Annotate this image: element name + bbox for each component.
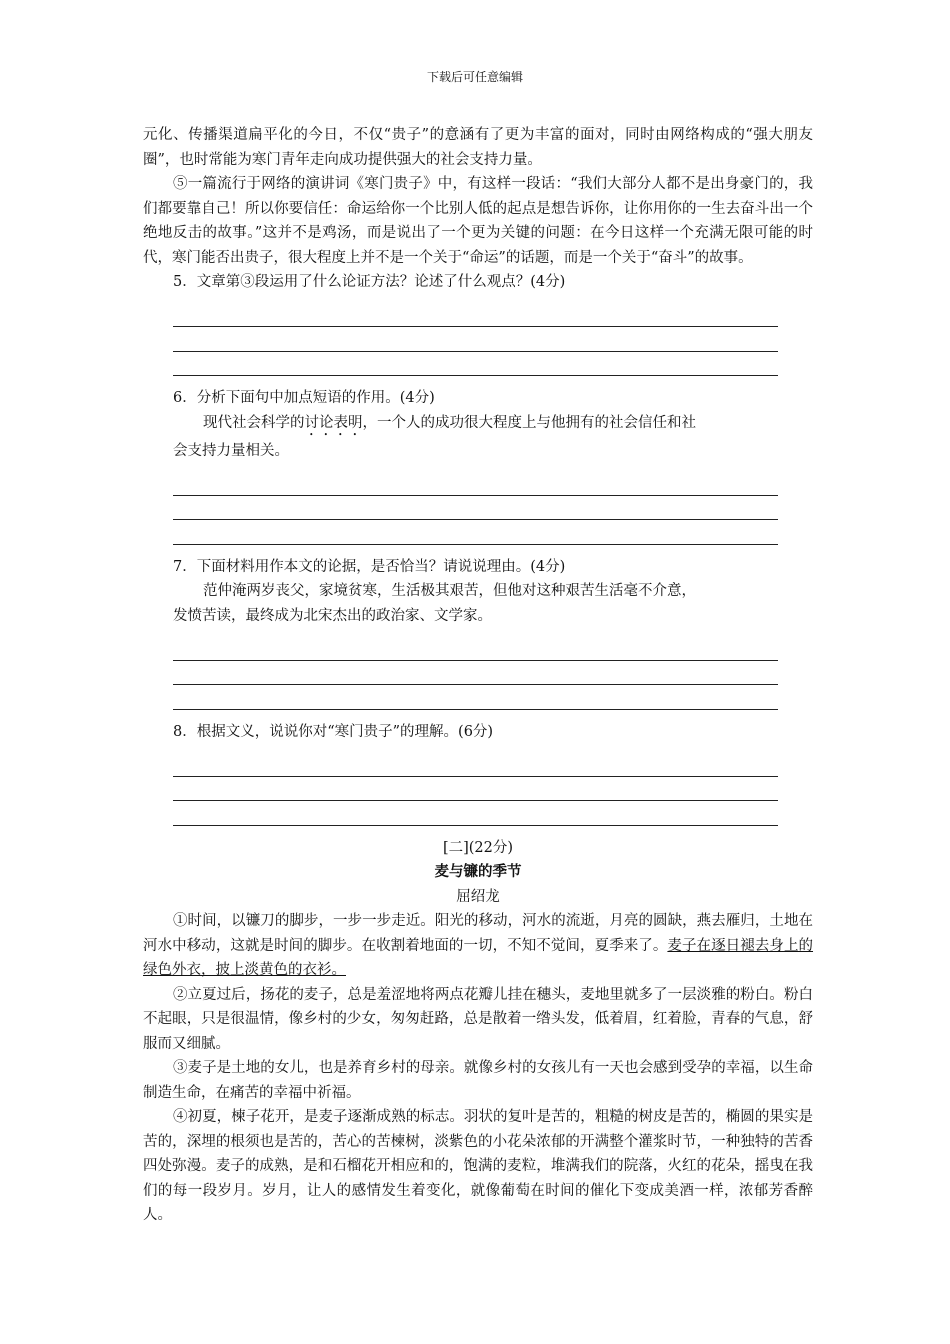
article-paragraph-2: ②立夏过后，扬花的麦子，总是羞涩地将两点花瓣儿挂在穗头，麦地里就多了一层淡雅的粉白。粉白不起眼，只是很温情，像乡村的少女，匆匆赶路，总是散着一绺头发，低着眉，红着脸，青春的气息，舒服而又细腻。 [143, 986, 813, 1052]
answer-lines-q8[interactable] [173, 752, 778, 826]
passage-paragraph-5: ⑤一篇流行于网络的演讲词《寒门贵子》中，有这样一段话：“我们大部分人都不是出身豪门的，我们都要靠自己！所以你要信任：命运给你一个比别人低的起点是想告诉你，让你用你的一生去奋斗出一个绝地反击的故事。”这并不是鸡汤，而是说出了一个更为关键的问题：在今日这样一个充满无限可能的时代，寒门能否出贵子，很大程度上并不是一个关于“命运”的话题，而是一个关于“奋斗”的故事。 [143, 176, 813, 266]
answer-lines-q6[interactable] [173, 471, 778, 545]
answer-line[interactable] [173, 685, 778, 710]
dotted-phrase: 讨论表明 [304, 414, 363, 431]
answer-line[interactable] [173, 752, 778, 777]
answer-line[interactable] [173, 661, 778, 686]
section-heading: [二](22分) [442, 839, 514, 856]
page-header: 下载后可任意编辑 [426, 70, 523, 84]
passage-paragraph-4-continued: 元化、传播渠道扁平化的今日，不仅“贵子”的意涵有了更为丰富的面对，同时由网络构成的“强大朋友圈”，也时常能为寒门青年走向成功提供强大的社会支持力量。 [143, 127, 813, 168]
article-paragraph-1 [143, 909, 813, 983]
question-8: 8．根据文义，说说你对“寒门贵子”的理解。(6分) [173, 723, 494, 740]
quote-text: ，一个人的成功很大程度上与他拥有的社会信任和社 [362, 414, 696, 431]
question-6-quote-continued: 会支持力量相关。 [173, 442, 289, 459]
answer-line[interactable] [173, 801, 778, 826]
answer-lines-q7[interactable] [173, 636, 778, 710]
answer-line[interactable] [173, 496, 778, 521]
article-paragraph-4: ④初夏，楝子花开，是麦子逐渐成熟的标志。羽状的复叶是苦的，粗糙的树皮是苦的，椭圆的果实是苦的，深埋的根须也是苦的，苦心的苦楝树，淡紫色的小花朵浓郁的开满整个灌浆时节，一种独特的苦香四处弥漫。麦子的成熟，是和石榴花开相应和的，饱满的麦粒，堆满我们的院落，火红的花朵，摇曳在我们的每一段岁月。岁月，让人的感情发生着变化，就像葡萄在时间的催化下变成美酒一样，浓郁芳香醉人。 [143, 1109, 813, 1223]
article-title: 麦与镰的季节 [434, 864, 522, 880]
article-author: 屈绍龙 [456, 888, 500, 905]
answer-line[interactable] [173, 303, 778, 328]
article-paragraph-3: ③麦子是土地的女儿，也是养育乡村的母亲。就像乡村的女孩儿有一天也会感到受孕的幸福，以生命制造生命，在痛苦的幸福中祈福。 [143, 1060, 813, 1101]
question-7: 7．下面材料用作本文的论据，是否恰当？请说说理由。(4分) [173, 558, 566, 575]
document-body [143, 123, 813, 1228]
answer-line[interactable] [173, 352, 778, 377]
answer-line[interactable] [173, 327, 778, 352]
answer-line[interactable] [173, 471, 778, 496]
answer-line[interactable] [173, 777, 778, 802]
answer-line[interactable] [173, 520, 778, 545]
paragraph-text: ①时间，以镰刀的脚步，一步一步走近。阳光的移动，河水的流逝，月亮的圆缺，燕去雁归，土地在河水中移动，这就是时间的脚步。在收割着地面的一切，不知不觉间，夏季来了。 [143, 913, 813, 954]
underlined-sentence: 麦子在逐日褪去身上的绿色外衣，披上淡黄色的衣衫。 [143, 937, 814, 978]
answer-line[interactable] [173, 636, 778, 661]
question-7-quote-continued: 发愤苦读，最终成为北宋杰出的政治家、文学家。 [173, 607, 492, 624]
question-6-quote [143, 411, 813, 439]
question-6: 6．分析下面句中加点短语的作用。(4分) [173, 390, 435, 406]
question-7-quote: 范仲淹两岁丧父，家境贫寒，生活极其艰苦，但他对这种艰苦生活毫不介意， [203, 583, 696, 599]
question-5: 5．文章第③段运用了什么论证方法？论述了什么观点？(4分) [173, 274, 566, 290]
quote-text: 现代社会科学的 [203, 414, 305, 431]
answer-lines-q5[interactable] [173, 303, 778, 377]
